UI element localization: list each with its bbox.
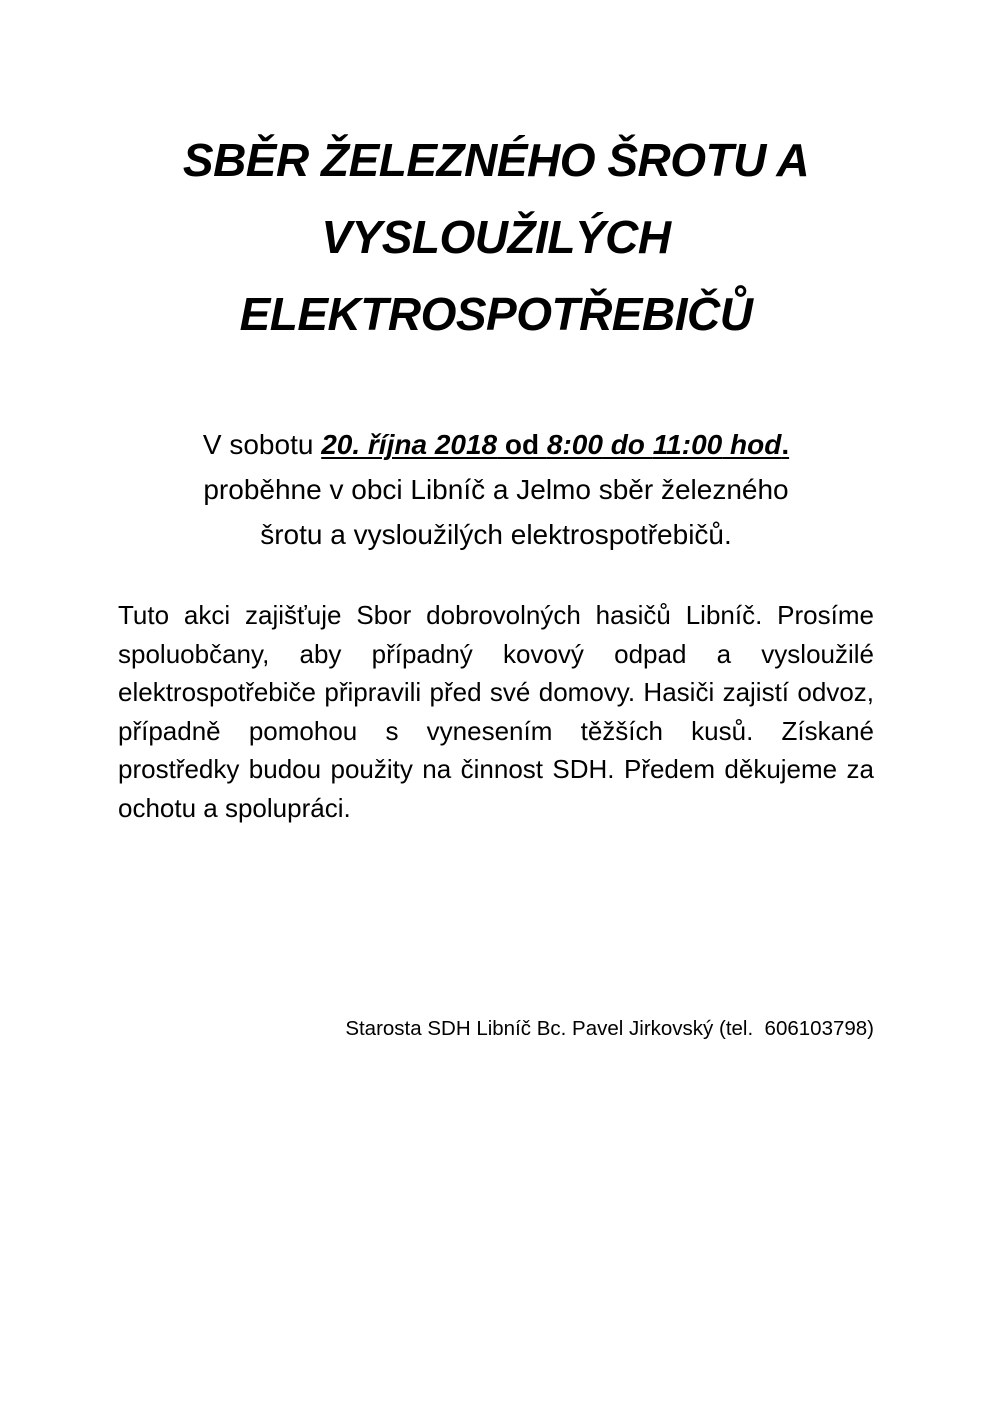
signature-line: Starosta SDH Libníč Bc. Pavel Jirkovský (tel. 606103798) [345, 1017, 874, 1040]
event-date-prefix: V sobotu [202, 429, 322, 460]
event-date: 20. října 2018 [321, 429, 498, 460]
title-line-3: ELEKTROSPOTŘEBIČŮ [239, 288, 753, 340]
event-time-from: 8:00 [546, 429, 603, 460]
event-period: . [781, 429, 790, 460]
event-subject-line: šrotu a vysloužilých elektrospotřebičů. [260, 519, 732, 550]
event-location-line: proběhne v obci Libníč a Jelmo sběr železného [203, 474, 789, 505]
body-paragraph: Tuto akci zajišťuje Sbor dobrovolných hasičů Libníč. Prosíme spoluobčany, aby případný kovový odpad a vysloužilé elektrospotřebiče připravili před své domovy. Hasiči zajistí odvoz, případně pomohou s vynesením těžších kusů. Získané prostředky budou použity na činnost SDH. Předem děkujeme za ochotu a spolupráci. [118, 600, 874, 823]
event-date-line [60, 422, 932, 467]
title-line-1: SBĚR ŽELEZNÉHO ŠROTU A [182, 134, 810, 186]
event-date-time [321, 429, 789, 460]
event-to-word: do [602, 429, 653, 460]
page-title [60, 122, 932, 353]
event-hod: hod [722, 429, 782, 460]
event-from-word: od [497, 429, 547, 460]
event-announcement [60, 422, 932, 557]
title-line-2: VYSLOUŽILÝCH [321, 211, 671, 263]
event-time-to: 11:00 [652, 429, 723, 460]
